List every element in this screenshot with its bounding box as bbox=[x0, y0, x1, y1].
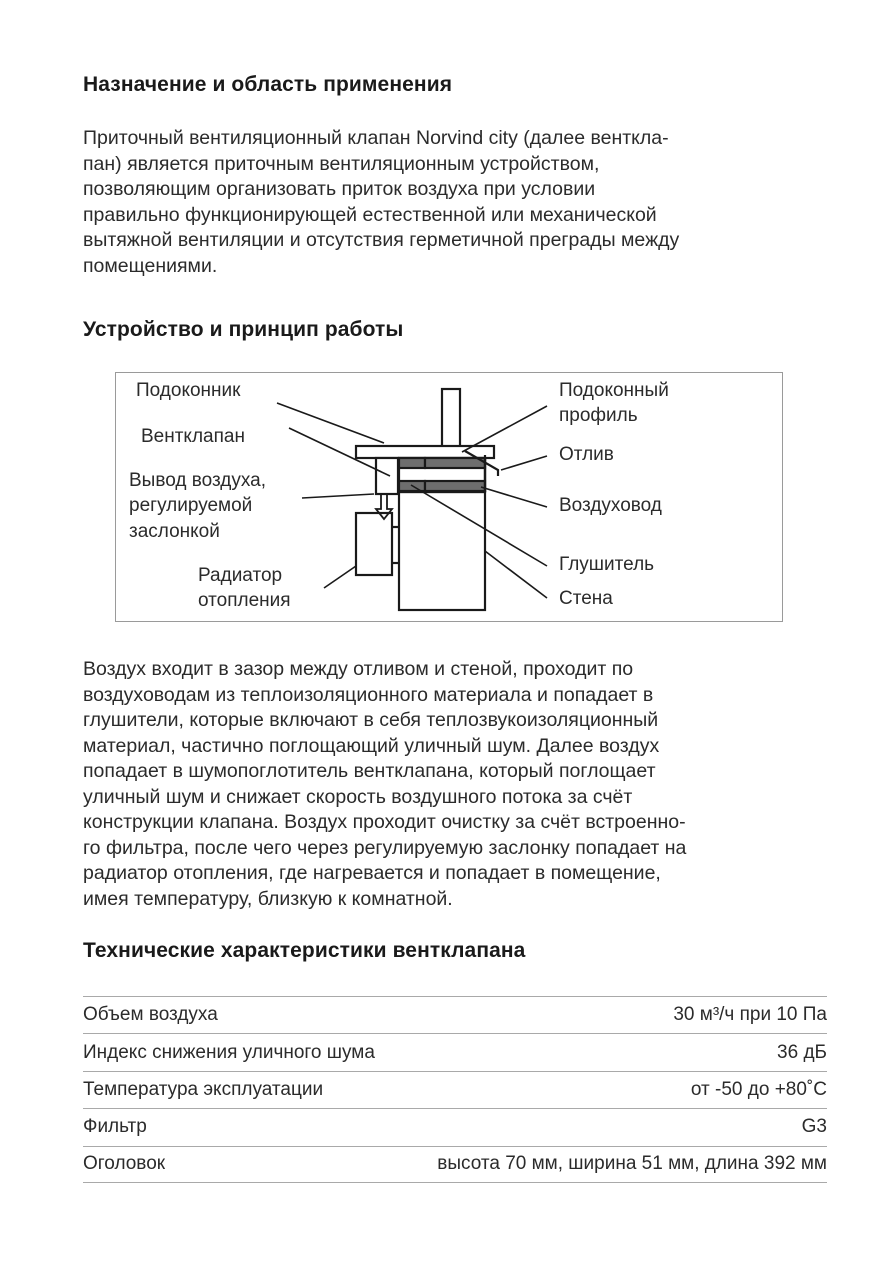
heading-device: Устройство и принцип работы bbox=[83, 318, 404, 341]
label-wall: Стена bbox=[559, 588, 613, 609]
text-line: Воздух входит в зазор между отливом и стеной, проходит по bbox=[83, 658, 634, 680]
text-line: правильно функционирующей естественной или механической bbox=[83, 203, 657, 226]
text-line: конструкции клапана. Воздух проходит очистку за счёт встроенно- bbox=[83, 811, 686, 833]
heading-specs: Технические характеристики вентклапана bbox=[83, 939, 526, 962]
spec-name: Фильтр bbox=[83, 1116, 147, 1138]
label-sill: Подоконник bbox=[136, 380, 241, 401]
spec-name: Объем воздуха bbox=[83, 1004, 218, 1026]
text-line: имея температуру, близкую к комнатной. bbox=[83, 887, 453, 910]
label-profile-line1: Подоконный bbox=[559, 380, 669, 401]
spec-value: от -50 до +80˚С bbox=[690, 1078, 827, 1100]
text-line: радиатор отопления, где нагревается и попадает в помещение, bbox=[83, 862, 661, 884]
table-row bbox=[83, 996, 827, 1033]
heading-purpose: Назначение и область применения bbox=[83, 73, 453, 96]
label-radiator-line2: отопления bbox=[198, 590, 291, 611]
label-valve: Вентклапан bbox=[141, 426, 245, 447]
paragraph-purpose bbox=[83, 126, 813, 279]
text-line: попадает в шумопоглотитель вентклапана, который поглощает bbox=[83, 760, 656, 782]
table-row bbox=[83, 1146, 827, 1183]
spec-value: 36 дБ bbox=[777, 1041, 827, 1063]
spec-value: высота 70 мм, ширина 51 мм, длина 392 мм bbox=[437, 1153, 827, 1175]
text-line: пан) является приточным вентиляционным устройством, bbox=[83, 152, 600, 175]
label-outlet-line1: Вывод воздуха, bbox=[129, 470, 266, 491]
text-line: уличный шум и снижает скорость воздушного потока за счёт bbox=[83, 785, 633, 808]
text-line: воздуховодам из теплоизоляционного материала и попадает в bbox=[83, 683, 654, 706]
device-diagram bbox=[115, 372, 783, 622]
text-line: Приточный вентиляционный клапан Norvind city (далее венткла- bbox=[83, 127, 669, 149]
spec-name: Индекс снижения уличного шума bbox=[83, 1041, 375, 1063]
text-line: глушители, которые включают в себя теплозвукоизоляционный bbox=[83, 709, 659, 731]
spec-name: Температура эксплуатации bbox=[83, 1078, 324, 1100]
table-row bbox=[83, 1071, 827, 1108]
label-profile-line2: профиль bbox=[559, 405, 638, 426]
label-radiator-line1: Радиатор bbox=[198, 565, 283, 586]
spec-value: G3 bbox=[801, 1116, 827, 1138]
label-outlet-line3: заслонкой bbox=[129, 521, 220, 542]
label-silencer: Глушитель bbox=[559, 554, 655, 575]
text-line: позволяющим организовать приток воздуха при условии bbox=[83, 178, 596, 200]
spec-name: Оголовок bbox=[83, 1153, 166, 1175]
label-duct: Воздуховод bbox=[559, 495, 662, 516]
label-drip: Отлив bbox=[559, 444, 614, 465]
text-line: материал, частично поглощающий уличный шум. Далее воздух bbox=[83, 734, 660, 757]
text-line: го фильтра, после чего через регулируемую заслонку попадает на bbox=[83, 836, 687, 859]
text-line: помещениями. bbox=[83, 254, 218, 277]
specs-table bbox=[83, 996, 827, 1183]
label-outlet-line2: регулируемой bbox=[129, 495, 253, 516]
text-line: вытяжной вентиляции и отсутствия герметичной преграды между bbox=[83, 229, 680, 251]
spec-value: 30 м³/ч при 10 Па bbox=[673, 1004, 827, 1026]
table-row bbox=[83, 1108, 827, 1145]
paragraph-principle bbox=[83, 657, 813, 912]
table-row bbox=[83, 1033, 827, 1070]
